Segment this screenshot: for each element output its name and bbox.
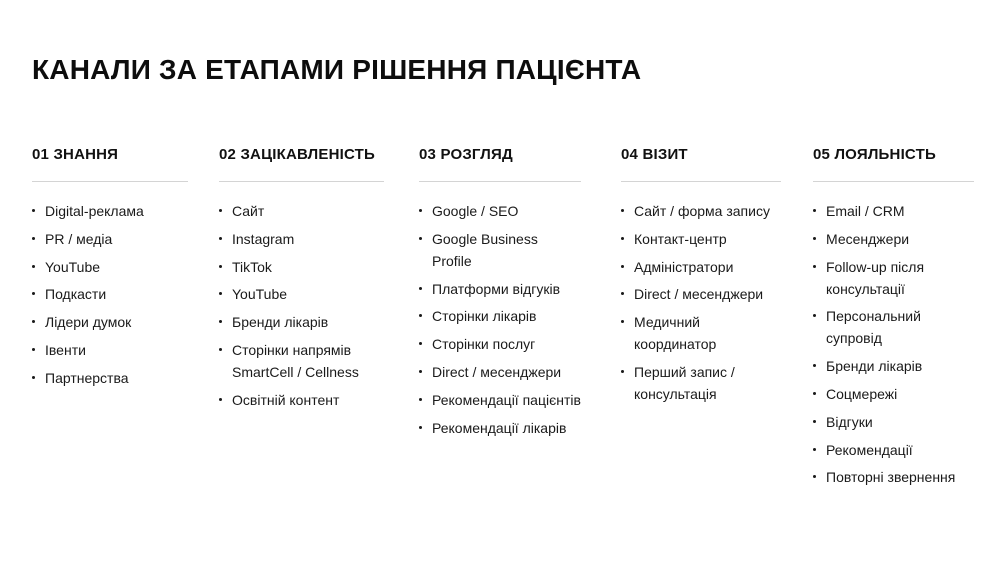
channel-list: [621, 200, 781, 405]
bullet-icon: [813, 448, 816, 451]
list-item: TikTok: [219, 256, 384, 278]
channel-list: [32, 200, 188, 389]
list-item: Бренди лікарів: [219, 311, 384, 333]
bullet-icon: [419, 342, 422, 345]
bullet-icon: [419, 287, 422, 290]
list-item: Платформи відгуків: [419, 278, 581, 300]
column-divider: [219, 181, 384, 182]
list-item: Сторінки напрямів SmartCell / Cellness: [219, 339, 384, 383]
column-heading: 04 ВІЗИТ: [621, 146, 688, 163]
list-item: Медичний координатор: [621, 311, 781, 355]
stage-column-visit: [621, 145, 781, 411]
list-item: Сайт / форма запису: [621, 200, 781, 222]
stage-column-loyalty: [813, 145, 974, 494]
list-item: Рекомендації: [813, 439, 974, 461]
list-item: Рекомендації пацієнтів: [419, 389, 581, 411]
list-item: Direct / месенджери: [621, 283, 781, 305]
bullet-icon: [621, 237, 624, 240]
bullet-icon: [32, 348, 35, 351]
stage-column-awareness: [32, 145, 188, 395]
bullet-icon: [419, 370, 422, 373]
column-heading: 05 ЛОЯЛЬНІСТЬ: [813, 146, 936, 163]
bullet-icon: [219, 398, 222, 401]
list-item: Сторінки лікарів: [419, 305, 581, 327]
channel-list: [419, 200, 581, 439]
bullet-icon: [32, 209, 35, 212]
list-item: Google Business Profile: [419, 228, 581, 272]
stage-column-consideration: [419, 145, 581, 444]
list-item: Персональний супровід: [813, 305, 974, 349]
bullet-icon: [419, 237, 422, 240]
column-divider: [32, 181, 188, 182]
list-item: Адміністратори: [621, 256, 781, 278]
bullet-icon: [813, 209, 816, 212]
bullet-icon: [219, 237, 222, 240]
bullet-icon: [813, 420, 816, 423]
channel-list: [813, 200, 974, 488]
bullet-icon: [219, 348, 222, 351]
list-item: Освітній контент: [219, 389, 384, 411]
list-item: Партнерства: [32, 367, 188, 389]
bullet-icon: [621, 320, 624, 323]
bullet-icon: [32, 292, 35, 295]
bullet-icon: [32, 320, 35, 323]
list-item: Месенджери: [813, 228, 974, 250]
list-item: Контакт-центр: [621, 228, 781, 250]
list-item: Подкасти: [32, 283, 188, 305]
column-divider: [419, 181, 581, 182]
list-item: Digital-реклама: [32, 200, 188, 222]
bullet-icon: [419, 398, 422, 401]
list-item: Email / CRM: [813, 200, 974, 222]
list-item: Перший запис / консультація: [621, 361, 781, 405]
column-divider: [621, 181, 781, 182]
bullet-icon: [621, 292, 624, 295]
list-item: YouTube: [219, 283, 384, 305]
list-item: Лідери думок: [32, 311, 188, 333]
list-item: Google / SEO: [419, 200, 581, 222]
list-item: YouTube: [32, 256, 188, 278]
list-item: Сторінки послуг: [419, 333, 581, 355]
list-item: Сайт: [219, 200, 384, 222]
bullet-icon: [32, 265, 35, 268]
channel-list: [219, 200, 384, 411]
bullet-icon: [219, 320, 222, 323]
bullet-icon: [419, 426, 422, 429]
list-item: Follow-up після консультації: [813, 256, 974, 300]
column-heading: 03 РОЗГЛЯД: [419, 146, 513, 163]
stage-columns: [0, 145, 1000, 545]
bullet-icon: [813, 392, 816, 395]
list-item: Відгуки: [813, 411, 974, 433]
list-item: Instagram: [219, 228, 384, 250]
bullet-icon: [219, 292, 222, 295]
bullet-icon: [419, 209, 422, 212]
column-heading: 02 ЗАЦІКАВЛЕНІСТЬ: [219, 146, 375, 163]
list-item: Бренди лікарів: [813, 355, 974, 377]
bullet-icon: [813, 237, 816, 240]
bullet-icon: [32, 376, 35, 379]
bullet-icon: [219, 209, 222, 212]
bullet-icon: [621, 370, 624, 373]
page-title: КАНАЛИ ЗА ЕТАПАМИ РІШЕННЯ ПАЦІЄНТА: [32, 54, 642, 85]
list-item: Івенти: [32, 339, 188, 361]
column-divider: [813, 181, 974, 182]
bullet-icon: [621, 209, 624, 212]
bullet-icon: [813, 364, 816, 367]
list-item: PR / медіа: [32, 228, 188, 250]
bullet-icon: [813, 475, 816, 478]
bullet-icon: [419, 314, 422, 317]
bullet-icon: [621, 265, 624, 268]
stage-column-interest: [219, 145, 384, 417]
bullet-icon: [219, 265, 222, 268]
list-item: Соцмережі: [813, 383, 974, 405]
list-item: Direct / месенджери: [419, 361, 581, 383]
column-heading: 01 ЗНАННЯ: [32, 146, 119, 163]
list-item: Рекомендації лікарів: [419, 417, 581, 439]
bullet-icon: [32, 237, 35, 240]
bullet-icon: [813, 314, 816, 317]
list-item: Повторні звернення: [813, 466, 974, 488]
bullet-icon: [813, 265, 816, 268]
